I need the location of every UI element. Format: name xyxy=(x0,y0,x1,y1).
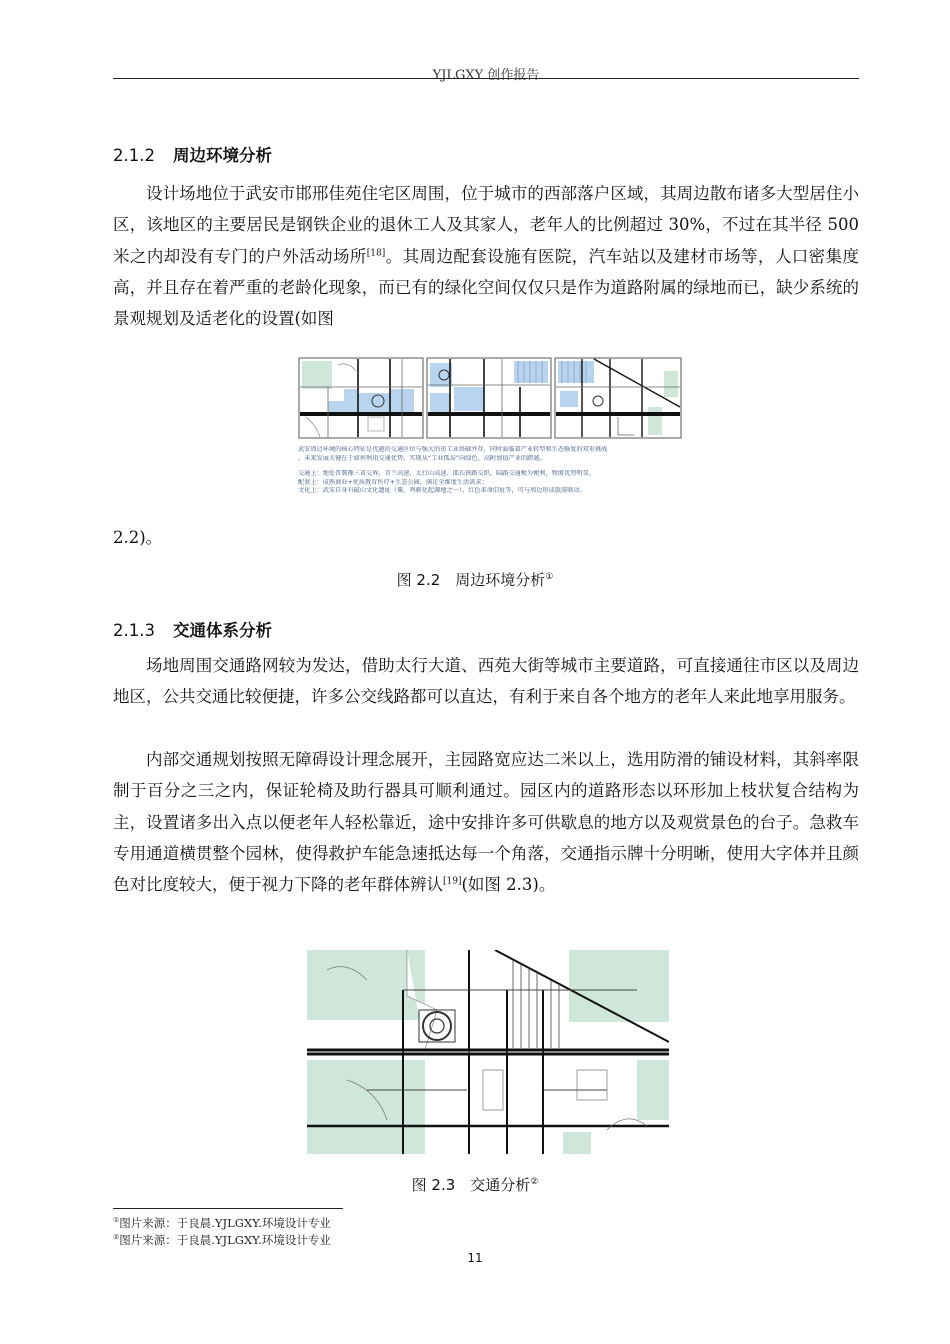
figure-2-2-text-4: 配套上：成熟商业+优质教育医疗+生态公园，满足全维度生活需求； xyxy=(298,478,488,486)
figure-2-2-text-3: 交通上：地处晋冀豫三省交界，青兰高速、太行山高速、邯长铁路交织，陆路交通极为便利，物流优势明显。 xyxy=(298,470,595,477)
map-panel-1 xyxy=(299,358,423,438)
section-number: 2.1.2 xyxy=(113,146,155,165)
paragraph-environment xyxy=(113,178,859,334)
map-panel-3 xyxy=(555,358,681,438)
figure-2-2-text-5: 文化上：武安自身有磁山文化遗址（粟、鸡驯化起源地之一）、红色革命旧址等，可与周边形成旅游联动。 xyxy=(298,487,586,494)
traffic-map xyxy=(307,950,669,1154)
footnote-mark: ② xyxy=(113,1233,120,1242)
figure-2-3-caption xyxy=(0,1174,950,1195)
running-header: YJLGXY 创作报告 xyxy=(432,68,540,83)
page-number: 11 xyxy=(467,1251,483,1265)
paragraph-continuation: 2.2)。 xyxy=(113,528,163,547)
figure-2-2-caption xyxy=(0,569,950,590)
environment-maps xyxy=(298,357,682,441)
section-title: 周边环境分析 xyxy=(173,146,272,165)
footnote-2 xyxy=(113,1232,331,1248)
header-rule xyxy=(113,78,859,79)
paragraph-traffic-1: 场地周围交通路网较为发达，借助太行大道、西苑大街等城市主要道路，可直接通往市区以及周边地区，公共交通比较便捷，许多公交线路都可以直达，有利于来自各个地方的老年人来此地享用服务。 xyxy=(113,656,859,707)
citation: [18] xyxy=(366,248,386,259)
footnote-mark: ① xyxy=(113,1216,120,1225)
footnote-1 xyxy=(113,1215,331,1231)
caption-text: 图 2.3 交通分析 xyxy=(411,1176,531,1194)
paragraph-traffic-2 xyxy=(113,744,859,900)
figure-2-2-text-2: 。未来发展关键在于如何利用交通优势，实现从“工业孤岛”向绿色、高附加值产业的跨越。 xyxy=(298,454,546,462)
paragraph-text: 设计场地位于武安市邯邢佳苑住宅区周围，位于城市的西部落户区域，其周边散布诸多大型居住小区，该地区的主要居民是钢铁企业的退休工人及其家人，老年人的比例超过 30%，不过在其半径 500 米之内却没有专门的户外活动场所 xyxy=(113,184,859,266)
section-heading-2-1-3 xyxy=(113,617,272,641)
section-number: 2.1.3 xyxy=(113,621,155,640)
footnote-mark: ① xyxy=(545,572,554,582)
paragraph-text: (如图 2.3)。 xyxy=(461,875,556,895)
footnote-text: 图片来源：于良晨.YJLGXY.环境设计专业 xyxy=(119,1216,331,1230)
paragraph-text: 。其周边配套设施有医院，汽车站以及建材市场等，人口密集度高，并且存在着严重的老龄化现象，而已有的绿化空间仅仅只是作为道路附属的绿地而已，缺少系统的景观规划及适老化的设置(如图 xyxy=(113,246,860,329)
section-title: 交通体系分析 xyxy=(173,621,272,640)
paragraph-text: 内部交通规划按照无障碍设计理念展开，主园路宽应达二米以上，选用防滑的铺设材料，其斜率限制于百分之三之内，保证轮椅及助行器具可顺利通过。园区内的道路形态以环形加上枝状复合结构为主，设置诸多出入点以便老年人轻松靠近，途中安排许多可供歇息的地方以及观赏景色的台子。急救车专用通道横贯整个园林，使得救护车能急速抵达每一个角落，交通指示牌十分明晰，使用大字体并且颜色对比度较大，便于视力下降的老年群体辨认 xyxy=(113,750,859,895)
footnote-rule xyxy=(113,1208,343,1209)
footnote-mark: ② xyxy=(530,1177,539,1187)
footnote-text: 图片来源：于良晨.YJLGXY.环境设计专业 xyxy=(119,1233,331,1247)
citation: [19] xyxy=(443,876,462,887)
figure-2-2-text-1: 武安周边环境的核心特征是优越的交通区位与强大的重工业基础并存，同时面临着产业转型和生态修复的双重挑战 xyxy=(298,446,608,453)
figure-2-3 xyxy=(307,950,669,1154)
caption-text: 图 2.2 周边环境分析 xyxy=(396,571,546,589)
section-heading-2-1-2 xyxy=(113,142,272,166)
map-panel-2 xyxy=(427,358,551,438)
